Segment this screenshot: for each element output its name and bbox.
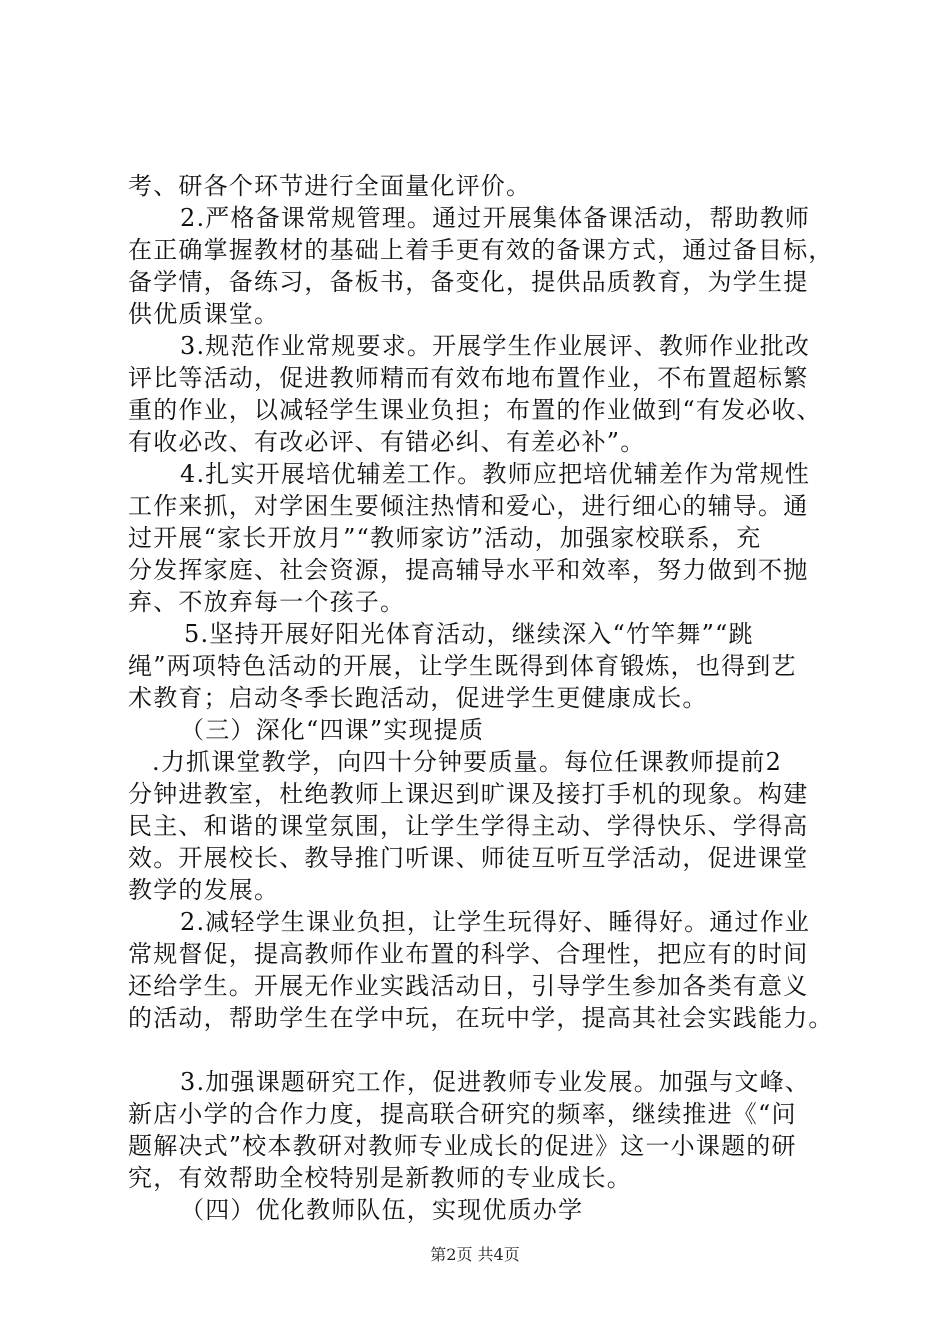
paragraph-line: 效。开展校长、教导推门听课、师徒互听互学活动，促进课堂 [128, 844, 809, 872]
section-heading: （三）深化“四课”实现提质 [180, 716, 485, 744]
paragraph-line: 常规督促，提高教师作业布置的科学、合理性，把应有的时间 [128, 940, 809, 968]
paragraph-line: 评比等活动，促进教师精而有效布地布置作业，不布置超标繁 [128, 364, 809, 392]
section-heading: （四）优化教师队伍，实现优质办学 [180, 1196, 584, 1224]
paragraph-line: 工作来抓，对学困生要倾注热情和爱心，进行细心的辅导。通 [128, 492, 809, 520]
document-body [128, 170, 834, 1226]
paragraph-line: 2.严格备课常规管理。通过开展集体备课活动，帮助教师 [180, 204, 811, 232]
blank-line [128, 1034, 828, 1066]
paragraph-line: 分发挥家庭、社会资源，提高辅导水平和效率，努力做到不抛 [128, 556, 809, 584]
paragraph-line: 在正确掌握教材的基础上着手更有效的备课方式，通过备目标， [128, 236, 834, 264]
paragraph-line: .力抓课堂教学，向四十分钟要质量。每位任课教师提前2 [152, 748, 783, 776]
paragraph-line: 4.扎实开展培优辅差工作。教师应把培优辅差作为常规性 [180, 460, 811, 488]
paragraph-line: 民主、和谐的课堂氛围，让学生学得主动、学得快乐、学得高 [128, 812, 809, 840]
paragraph-line: 过开展“家长开放月”“教师家访”活动，加强家校联系，充 [128, 524, 762, 552]
paragraph-line: 绳”两项特色活动的开展，让学生既得到体育锻炼，也得到艺 [128, 652, 797, 680]
paragraph-line: 弃、不放弃每一个孩子。 [128, 588, 406, 616]
paragraph-line: 分钟进教室，杜绝教师上课迟到旷课及接打手机的现象。构建 [128, 780, 809, 808]
paragraph-line: 有收必改、有改必评、有错必纠、有差必补”。 [128, 428, 646, 456]
paragraph-line: 5.坚持开展好阳光体育活动，继续深入“竹竿舞”“跳 [184, 620, 754, 648]
paragraph-line: 还给学生。开展无作业实践活动日，引导学生参加各类有意义 [128, 972, 809, 1000]
paragraph-line: 新店小学的合作力度，提高联合研究的频率，继续推进《“问 [128, 1100, 797, 1128]
paragraph-line: 备学情，备练习，备板书，备变化，提供品质教育，为学生提 [128, 268, 809, 296]
paragraph-line: 术教育；启动冬季长跑活动，促进学生更健康成长。 [128, 684, 708, 712]
paragraph-line: 教学的发展。 [128, 876, 280, 904]
paragraph-line: 3.加强课题研究工作，促进教师专业发展。加强与文峰、 [180, 1068, 811, 1096]
paragraph-line: 供优质课堂。 [128, 300, 280, 328]
paragraph-line: 重的作业，以减轻学生课业负担；布置的作业做到“有发必收、 [128, 396, 822, 424]
paragraph-line: 考、研各个环节进行全面量化评价。 [128, 172, 532, 200]
paragraph-line: 3.规范作业常规要求。开展学生作业展评、教师作业批改 [180, 332, 811, 360]
paragraph-line: 2.减轻学生课业负担，让学生玩得好、睡得好。通过作业 [180, 908, 811, 936]
page-footer: 第2页 共4页 [430, 1245, 520, 1264]
paragraph-line: 题解决式”校本教研对教师专业成长的促进》这一小课题的研 [128, 1132, 797, 1160]
paragraph-line: 的活动，帮助学生在学中玩，在玩中学，提高其社会实践能力。 [128, 1004, 834, 1032]
paragraph-line: 究，有效帮助全校特别是新教师的专业成长。 [128, 1164, 632, 1192]
